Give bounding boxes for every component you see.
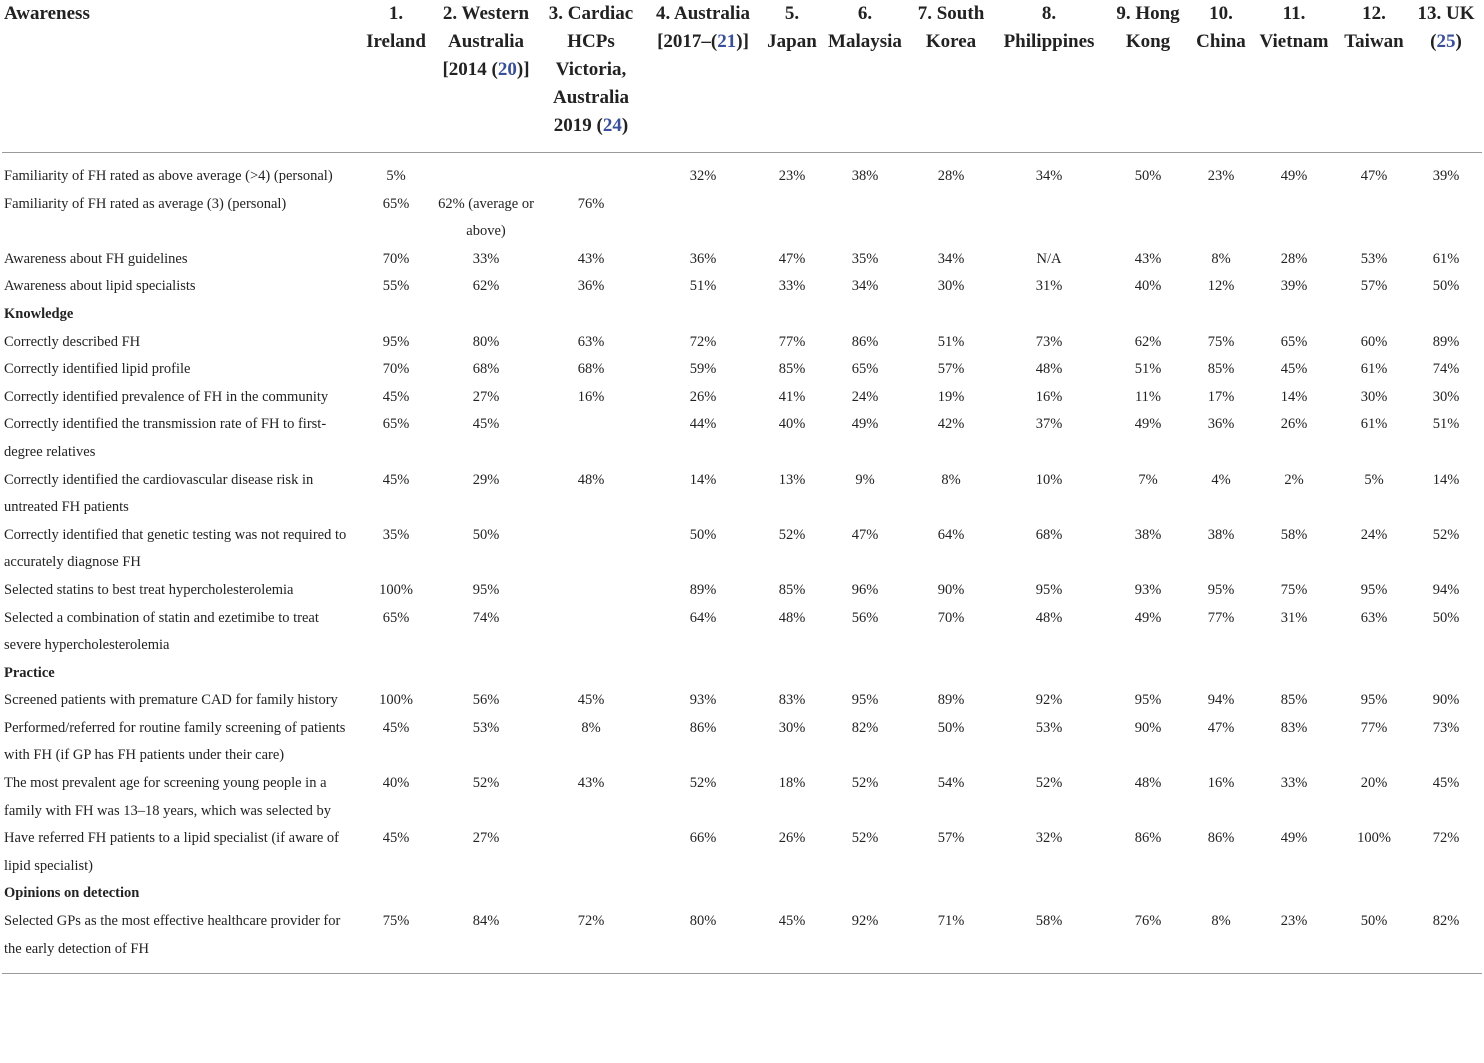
table-cell: 39% [1432, 168, 1460, 184]
table-cell: 16% [577, 388, 605, 405]
table-row [2, 273, 1482, 301]
table-cell: 51% [1432, 416, 1460, 433]
table-cell: 45% [472, 416, 500, 433]
table-cell: 40% [382, 775, 410, 792]
table-cell [538, 825, 644, 880]
table-cell: 48% [577, 471, 605, 488]
table-cell: 30% [1360, 388, 1388, 405]
header-philippines: 8. Philippines [994, 0, 1104, 153]
table-cell: 80% [472, 333, 500, 350]
table-cell: 86% [1134, 830, 1162, 847]
table-cell: 31% [1035, 278, 1063, 295]
table-cell: 26% [778, 830, 806, 847]
table-cell: 8% [941, 471, 961, 488]
header-western-australia: 2. Western Australia [2014 (20)] [434, 0, 538, 153]
table-cell: 47% [1360, 168, 1388, 184]
table-cell: 70% [382, 361, 410, 378]
table-cell: 56% [472, 692, 500, 709]
table-cell: 94% [1432, 581, 1460, 598]
table-cell: 50% [689, 526, 717, 543]
table-cell: 10% [1035, 471, 1063, 488]
table-cell: 56% [851, 609, 879, 626]
table-cell: 92% [1035, 692, 1063, 709]
table-cell: 26% [1280, 416, 1308, 433]
table-cell: 7% [1138, 471, 1158, 488]
table-cell: 48% [1035, 609, 1063, 626]
table-cell: 26% [689, 388, 717, 405]
table-cell: 64% [689, 609, 717, 626]
table-cell: 61% [1360, 416, 1388, 433]
table-cell: 34% [937, 250, 965, 267]
reference-link[interactable]: 20 [497, 59, 517, 80]
table-cell: 33% [1280, 775, 1308, 792]
table-cell: 89% [937, 692, 965, 709]
table-cell: 95% [1207, 581, 1235, 598]
table-cell: 57% [937, 361, 965, 378]
table-cell: 45% [382, 719, 410, 736]
table-cell: 50% [1134, 168, 1162, 184]
table-cell: 86% [689, 719, 717, 736]
table-cell: 92% [822, 908, 908, 974]
table-cell: 45% [382, 830, 410, 847]
table-cell [1410, 191, 1482, 246]
header-china: 10. China [1192, 0, 1250, 153]
table-cell [538, 522, 644, 577]
table-cell: 41% [778, 388, 806, 405]
table-cell: 14% [1432, 471, 1460, 488]
table-cell: 24% [1360, 526, 1388, 543]
table-cell: 45% [382, 388, 410, 405]
table-cell: 47% [851, 526, 879, 543]
table-cell: 23% [1250, 908, 1338, 974]
table-cell: 62% [1134, 333, 1162, 350]
row-label: Correctly described FH [4, 333, 141, 350]
table-cell: 64% [937, 526, 965, 543]
table-cell: 57% [1360, 278, 1388, 295]
table-cell: 39% [1280, 278, 1308, 295]
table-cell: 94% [1207, 692, 1235, 709]
table-cell: 23% [1207, 168, 1235, 184]
row-label: Selected statins to best treat hypercholesterolemia [4, 581, 294, 598]
table-cell: 30% [778, 719, 806, 736]
table-cell: 40% [1134, 278, 1162, 295]
row-label: Selected a combination of statin and ezetimibe to treat severe hypercholesterolemia [4, 609, 319, 654]
table-cell: 50% [1432, 278, 1460, 295]
table-cell: 83% [1280, 719, 1308, 736]
table-cell: 37% [1035, 416, 1063, 433]
table-cell: 75% [1280, 581, 1308, 598]
table-cell: 95% [1035, 581, 1063, 598]
table-cell [538, 411, 644, 466]
table-cell: 76% [577, 195, 605, 212]
table-row [2, 770, 1482, 825]
table-cell: 60% [1360, 333, 1388, 350]
table-cell: 58% [1280, 526, 1308, 543]
table-cell: 93% [689, 692, 717, 709]
row-label: Awareness about FH guidelines [4, 250, 188, 267]
table-cell: 16% [1035, 388, 1063, 405]
table-row [2, 356, 1482, 384]
reference-link[interactable]: 21 [717, 31, 737, 52]
table-cell: 63% [1360, 609, 1388, 626]
table-cell: 58% [994, 908, 1104, 974]
table-cell: 43% [577, 775, 605, 792]
section-heading: Practice [4, 664, 55, 681]
table-cell: 45% [1432, 775, 1460, 792]
header-vietnam: 11. Vietnam [1250, 0, 1338, 153]
table-cell [762, 191, 822, 246]
table-cell [644, 191, 762, 246]
table-cell: 75% [1207, 333, 1235, 350]
table-cell: 11% [1134, 388, 1162, 405]
table-row [2, 825, 1482, 880]
table-cell: 82% [851, 719, 879, 736]
table-cell: 2% [1284, 471, 1304, 488]
table-cell: 89% [689, 581, 717, 598]
table-header [2, 0, 1482, 153]
table-cell: 52% [1035, 775, 1063, 792]
table-row [2, 411, 1482, 466]
table-cell: 47% [778, 250, 806, 267]
table-cell: 34% [1035, 168, 1063, 184]
row-label: Screened patients with premature CAD for family history [4, 692, 338, 709]
table-cell: 72% [689, 333, 717, 350]
table-cell: 72% [1432, 830, 1460, 847]
table-cell: 32% [689, 168, 717, 184]
row-label: Awareness about lipid specialists [4, 278, 196, 295]
table-cell: 75% [358, 908, 434, 974]
table-cell: 65% [382, 609, 410, 626]
table-cell: 66% [689, 830, 717, 847]
row-label: Correctly identified prevalence of FH in the community [4, 388, 329, 405]
row-label: Correctly identified the cardiovascular disease risk in untreated FH patients [4, 471, 314, 516]
table-cell: 30% [937, 278, 965, 295]
table-cell: 33% [472, 250, 500, 267]
table-cell: 14% [1280, 388, 1308, 405]
table-cell: N/A [1036, 250, 1062, 267]
table-cell: 48% [1035, 361, 1063, 378]
table-cell: 14% [689, 471, 717, 488]
table-cell: 89% [1432, 333, 1460, 350]
table-cell: 50% [472, 526, 500, 543]
header-ireland: 1. Ireland [358, 0, 434, 153]
table-cell: 82% [1410, 908, 1482, 974]
row-label: Familiarity of FH rated as above average (>4) (personal) [4, 168, 333, 184]
table-row [2, 467, 1482, 522]
table-cell: 8% [581, 719, 601, 736]
table-cell: 62% [472, 278, 500, 295]
table-cell: 13% [778, 471, 806, 488]
table-cell: 100% [379, 581, 413, 598]
table-cell: 84% [434, 908, 538, 974]
table-cell: 50% [1338, 908, 1410, 974]
table-cell: 70% [382, 250, 410, 267]
table-cell: 54% [937, 775, 965, 792]
table-row [2, 246, 1482, 274]
reference-link[interactable]: 24 [602, 115, 622, 136]
table-cell: 51% [937, 333, 965, 350]
table-cell: 45% [762, 908, 822, 974]
table-cell: 9% [855, 471, 875, 488]
table-cell: 85% [778, 361, 806, 378]
row-label: The most prevalent age for screening young people in a family with FH was 13–18 years, which was selected by [4, 775, 331, 819]
table-cell: 65% [382, 416, 410, 433]
table-cell: 45% [1280, 361, 1308, 378]
table-cell: 53% [472, 719, 500, 736]
table-cell [1192, 191, 1250, 246]
table-cell [1338, 191, 1410, 246]
table-cell: 96% [851, 581, 879, 598]
table-cell: 74% [472, 609, 500, 626]
table-cell: 68% [577, 361, 605, 378]
table-row [2, 522, 1482, 577]
table-cell [538, 153, 644, 191]
table-cell: 33% [778, 278, 806, 295]
table-cell: 63% [577, 333, 605, 350]
table-cell: 76% [1104, 908, 1192, 974]
table-cell: 71% [908, 908, 994, 974]
table-cell: 45% [382, 471, 410, 488]
section-heading-row [2, 301, 1482, 329]
table-cell: 72% [538, 908, 644, 974]
table-cell: 43% [577, 250, 605, 267]
table-cell: 29% [472, 471, 500, 488]
table-cell: 35% [851, 250, 879, 267]
table-cell: 42% [937, 416, 965, 433]
table-cell: 53% [1035, 719, 1063, 736]
header-hong-kong: 9. Hong Kong [1104, 0, 1192, 153]
table-cell: 95% [472, 581, 500, 598]
table-row [2, 577, 1482, 605]
table-cell: 40% [778, 416, 806, 433]
table-row [2, 153, 1482, 191]
table-cell [1250, 191, 1338, 246]
header-australia: 4. Australia [2017–(21)] [644, 0, 762, 153]
row-label: Selected GPs as the most effective healthcare provider for the early detection of FH [2, 908, 358, 974]
table-row [2, 605, 1482, 660]
section-heading: Opinions on detection [4, 885, 140, 902]
table-cell: 16% [1207, 775, 1235, 792]
header-cardiac-hcps-victoria: 3. Cardiac HCPs Victoria, Australia 2019 (24) [538, 0, 644, 153]
table-cell [908, 191, 994, 246]
table-cell: 77% [1360, 719, 1388, 736]
table-cell: 65% [851, 361, 879, 378]
table-cell [994, 191, 1104, 246]
table-cell: 48% [778, 609, 806, 626]
table-cell: 20% [1360, 775, 1388, 792]
header-taiwan: 12. Taiwan [1338, 0, 1410, 153]
table-cell: 68% [472, 361, 500, 378]
table-cell: 32% [1035, 830, 1063, 847]
table-cell: 52% [1432, 526, 1460, 543]
header-malaysia: 6. Malaysia [822, 0, 908, 153]
table-cell: 52% [689, 775, 717, 792]
header-uk: 13. UK (25) [1410, 0, 1482, 153]
table-row [2, 908, 1482, 974]
table-cell: 44% [689, 416, 717, 433]
row-label: Performed/referred for routine family screening of patients with FH (if GP has FH patients under their care) [4, 719, 346, 764]
row-label: Correctly identified that genetic testing was not required to accurately diagnose FH [4, 526, 347, 571]
table-cell: 27% [472, 388, 500, 405]
table-row [2, 384, 1482, 412]
table-cell: 73% [1035, 333, 1063, 350]
row-label: Have referred FH patients to a lipid specialist (if aware of lipid specialist) [4, 830, 339, 874]
table-cell: 51% [1134, 361, 1162, 378]
table-cell: 43% [1134, 250, 1162, 267]
table-cell: 47% [1207, 719, 1235, 736]
table-cell: 18% [778, 775, 806, 792]
table-cell: 57% [937, 830, 965, 847]
table-cell [538, 605, 644, 660]
table-cell: 65% [1280, 333, 1308, 350]
table-cell: 50% [1432, 609, 1460, 626]
table-cell: 8% [1211, 250, 1231, 267]
table-cell: 49% [1134, 609, 1162, 626]
table-cell: 5% [1364, 471, 1384, 488]
table-cell: 50% [937, 719, 965, 736]
table-row [2, 715, 1482, 770]
table-cell: 95% [382, 333, 410, 350]
table-cell: 95% [1360, 692, 1388, 709]
table-cell [822, 191, 908, 246]
table-cell [538, 577, 644, 605]
table-cell: 86% [1207, 830, 1235, 847]
section-heading: Knowledge [4, 305, 74, 322]
table-cell: 28% [937, 168, 965, 184]
table-cell: 70% [937, 609, 965, 626]
table-cell: 62% (average or above) [438, 195, 534, 240]
table-cell: 23% [778, 168, 806, 184]
table-cell: 90% [1432, 692, 1460, 709]
table-cell: 74% [1432, 361, 1460, 378]
table-cell: 36% [1207, 416, 1235, 433]
table-cell: 65% [382, 195, 410, 212]
table-cell: 5% [386, 168, 406, 184]
table-cell: 93% [1134, 581, 1162, 598]
table-cell: 51% [689, 278, 717, 295]
table-cell: 30% [1432, 388, 1460, 405]
table-body [2, 153, 1482, 974]
table-cell: 49% [1280, 830, 1308, 847]
table-cell: 52% [851, 830, 879, 847]
table-cell: 4% [1211, 471, 1231, 488]
row-label: Correctly identified lipid profile [4, 361, 191, 378]
section-heading-row [2, 660, 1482, 688]
table-cell: 49% [851, 416, 879, 433]
table-cell: 53% [1360, 250, 1388, 267]
table-cell: 100% [379, 692, 413, 709]
table-cell: 28% [1280, 250, 1308, 267]
section-heading-row [2, 880, 1482, 908]
table-cell: 90% [1134, 719, 1162, 736]
table-cell: 38% [1134, 526, 1162, 543]
table-cell: 17% [1207, 388, 1235, 405]
table-cell: 36% [577, 278, 605, 295]
table-cell: 73% [1432, 719, 1460, 736]
table-cell: 52% [472, 775, 500, 792]
header-awareness: Awareness [2, 0, 358, 153]
table-cell: 61% [1360, 361, 1388, 378]
table-cell: 52% [851, 775, 879, 792]
table-cell: 27% [472, 830, 500, 847]
table-cell: 52% [778, 526, 806, 543]
table-cell: 95% [1134, 692, 1162, 709]
table-cell [434, 153, 538, 191]
table-row [2, 191, 1482, 246]
table-cell: 36% [689, 250, 717, 267]
table-cell: 61% [1432, 250, 1460, 267]
table-cell: 38% [1207, 526, 1235, 543]
table-cell: 12% [1207, 278, 1235, 295]
table-cell: 34% [851, 278, 879, 295]
table-cell: 59% [689, 361, 717, 378]
table-cell: 86% [851, 333, 879, 350]
table-row [2, 329, 1482, 357]
table-cell [1104, 191, 1192, 246]
table-cell: 85% [1280, 692, 1308, 709]
row-label: Correctly identified the transmission rate of FH to first-degree relatives [4, 416, 327, 460]
table-cell: 38% [851, 168, 879, 184]
table-cell: 49% [1280, 168, 1308, 184]
table-cell: 24% [851, 388, 879, 405]
table-cell: 45% [577, 692, 605, 709]
table-cell: 95% [851, 692, 879, 709]
table-row [2, 687, 1482, 715]
table-cell: 100% [1357, 830, 1391, 847]
table-cell: 68% [1035, 526, 1063, 543]
table-cell: 35% [382, 526, 410, 543]
table-cell: 80% [644, 908, 762, 974]
table-cell: 85% [778, 581, 806, 598]
fh-survey-table [2, 0, 1482, 974]
table-cell: 31% [1280, 609, 1308, 626]
table-cell: 95% [1360, 581, 1388, 598]
table-cell: 83% [778, 692, 806, 709]
table-cell: 77% [1207, 609, 1235, 626]
row-label: Familiarity of FH rated as average (3) (personal) [4, 195, 287, 212]
header-south-korea: 7. South Korea [908, 0, 994, 153]
table-cell: 8% [1192, 908, 1250, 974]
table-cell: 85% [1207, 361, 1235, 378]
table-cell: 19% [937, 388, 965, 405]
table-cell: 49% [1134, 416, 1162, 433]
reference-link[interactable]: 25 [1436, 31, 1456, 52]
table-cell: 55% [382, 278, 410, 295]
table-cell: 90% [937, 581, 965, 598]
table-cell: 48% [1134, 775, 1162, 792]
header-japan: 5. Japan [762, 0, 822, 153]
table-cell: 77% [778, 333, 806, 350]
